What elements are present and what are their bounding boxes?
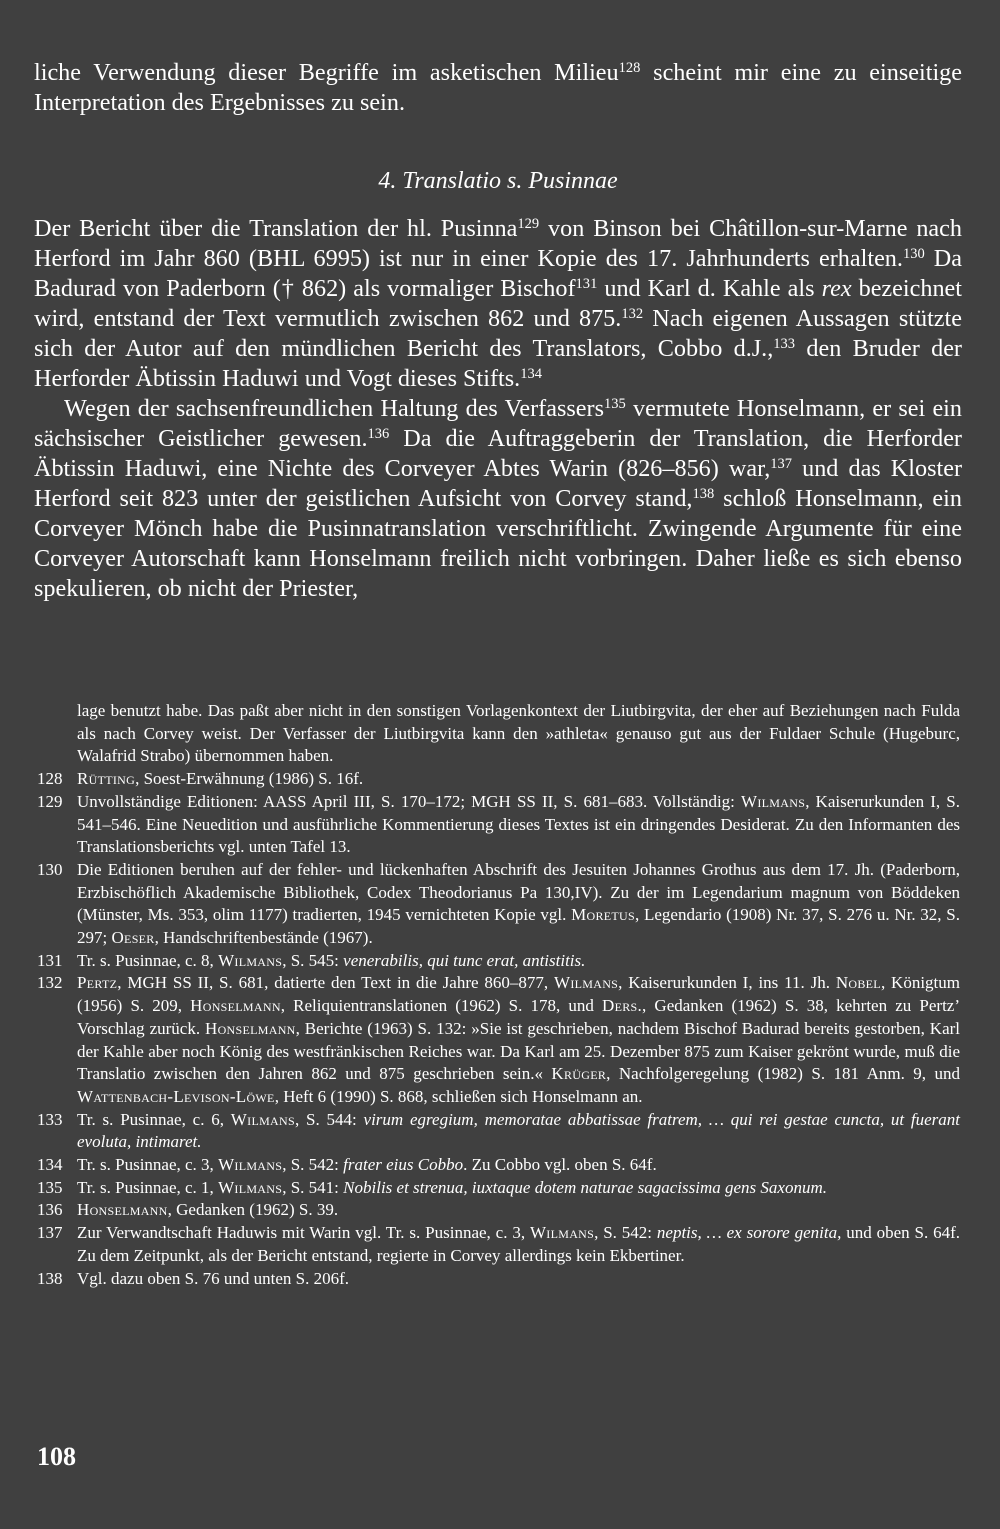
footnotes: [37, 700, 960, 1290]
footnote-129: 129 Unvollständige Editionen: AASS April III, S. 170–172; MGH SS II, S. 681–683. Vollständig: Wilmans, Kaiserurkunden I, S. 541–546. Eine Neuedition und ausführliche Kommentierung dieses Textes ist ein dringendes Desiderat. Zu den Informanten des Translationsberichts vgl. unten Tafel 13.: [37, 791, 960, 857]
footnote-continuation: lage benutzt habe. Das paßt aber nicht in den sonstigen Vorlagenkontext der Liutbirgvita, der eher auf Beziehungen nach Fulda als nach Corvey weist. Der Verfasser der Liutbirgvita kann den »athleta« genauso gut aus der Fuldaer Schule (Hugeburc, Walafrid Strabo) übernommen haben.: [77, 701, 960, 766]
paragraph: Wegen der sachsenfreundlichen Haltung des Verfassers$^{135}$ vermutete Honselmann, er sei ein sächsischer Geistlicher gewesen.$^{136}$ Da die Auftraggeberin der Translation, die Herforder Äbtissin Haduwi, eine Nichte des Corveyer Abtes Warin (826–856) war,$^{137}$ und das Kloster Herford seit 823 unter der geistlichen Aufsicht von Corvey stand,$^{138}$ schloß Honselmann, ein Corveyer Mönch habe die Pusinnatranslation verschriftlicht. Zwingende Argumente für eine Corveyer Autorschaft kann Honselmann freilich nicht vorbringen. Daher ließe es sich ebenso spekulieren, ob nicht der Priester,: [34, 395, 963, 602]
footnote-ref[interactable]: 134: [520, 366, 542, 383]
footnote-number: 138: [37, 1268, 63, 1288]
footnote-ref[interactable]: 132: [621, 306, 644, 323]
section-heading: 4. Translatio s. Pusinnae: [378, 168, 618, 194]
page-number: 108: [37, 1442, 76, 1471]
footnote-137: 137 Zur Verwandtschaft Haduwis mit Warin vgl. Tr. s. Pusinnae, c. 3, Wilmans, S. 542: neptis, … ex sorore genita, und oben S. 64f. Zu dem Zeitpunkt, als der Bericht entstand, regierte in Corvey allerdings kein Ekbertiner.: [37, 1223, 960, 1265]
paragraph: Der Bericht über die Translation der hl. Pusinna$^{129}$ von Binson bei Châtillon-sur-Marne nach Herford im Jahr 860 (BHL 6995) ist nur in einer Kopie des 17. Jahrhunderts erhalten.$^{130}$ Da Badurad von Paderborn († 862) als vormaliger Bischof$^{131}$ und Karl d. Kahle als rex bezeichnet wird, entstand der Text vermutlich zwischen 862 und 875.$^{132}$ Nach eigenen Aussagen stützte sich der Autor auf den mündlichen Bericht des Translators, Cobbo d.J.,$^{133}$ den Bruder der Herforder Äbtissin Haduwi und Vogt dieses Stifts.$^{134}$: [34, 215, 963, 392]
footnote-ref[interactable]: 136: [367, 426, 390, 443]
footnote-number: 135: [37, 1177, 63, 1197]
footnote-ref[interactable]: 129: [517, 216, 540, 233]
footnote-ref[interactable]: 128: [618, 60, 641, 77]
footnote-number: 132: [37, 973, 63, 993]
footnote-132: 132 Pertz, MGH SS II, S. 681, datierte den Text in die Jahre 860–877, Wilmans, Kaiserurkunden I, ins 11. Jh. Nobel, Königtum (1956) S. 209, Honselmann, Reliquientranslationen (1962) S. 178, und Ders., Gedanken (1962) S. 38, kehrten zu Pertz’ Vorschlag zurück. Honselmann, Berichte (1963) S. 132: »Sie ist geschrieben, nachdem Bischof Badurad bereits gestorben, Karl der Kahle aber noch König des westfränkischen Reiches war. Da Karl am 25. Dezember 875 zum Kaiser gekrönt wurde, muß die Translatio zwischen den Jahren 862 und 875 geschrieben sein.« Krüger, Nachfolgeregelung (1982) S. 181 Anm. 9, und Wattenbach-Levison-Löwe, Heft 6 (1990) S. 868, schließen sich Honselmann an.: [37, 973, 960, 1106]
footnote-130: 130 Die Editionen beruhen auf der fehler- und lückenhaften Abschrift des Jesuiten Johannes Grothus aus dem 17. Jh. (Paderborn, Erzbischöflich Akademische Bibliothek, Codex Theodorianus Pa 130,IV). Zu der im Legendarium magnum von Böddeken (Münster, Ms. 353, olim 1177) tradierten, 1945 vernichteten Kopie vgl. Moretus, Legendario (1908) Nr. 37, S. 276 u. Nr. 32, S. 297; Oeser, Handschriftenbestände (1967).: [37, 859, 961, 948]
footnote-number: 136: [37, 1200, 63, 1220]
footnote-135: 135 Tr. s. Pusinnae, c. 1, Wilmans, S. 541: Nobilis et strenua, iuxtaque dotem naturae sagacissima gens Saxonum.: [37, 1177, 960, 1200]
footnote-133: 133 Tr. s. Pusinnae, c. 6, Wilmans, S. 544: virum egregium, memoratae abbatissae fratrem, … qui rei gestae cuncta, ut fuerant evoluta, intimaret.: [37, 1109, 961, 1152]
footnote-ref[interactable]: 135: [604, 396, 626, 413]
footnote-134: 134 Tr. s. Pusinnae, c. 3, Wilmans, S. 542: frater eius Cobbo. Zu Cobbo vgl. oben S. 64f.: [37, 1154, 960, 1177]
footnote-ref[interactable]: 131: [575, 276, 598, 293]
paragraph-continuation: liche Verwendung dieser Begriffe im asketischen Milieu$^{128}$ scheint mir eine zu einseitige Interpretation des Ergebnisses zu sein.: [34, 59, 962, 116]
footnote-number: 129: [37, 791, 63, 811]
footnote-131: 131 Tr. s. Pusinnae, c. 8, Wilmans, S. 545: venerabilis, qui tunc erat, antistitis.: [37, 950, 960, 973]
footnote-ref[interactable]: 133: [773, 336, 796, 353]
footnote-ref[interactable]: 137: [770, 456, 793, 473]
footnote-number: 137: [37, 1223, 63, 1243]
footnote-number: 130: [37, 859, 63, 879]
footnote-number: 134: [37, 1155, 63, 1175]
footnote-number: 128: [37, 769, 63, 789]
footnote-number: 133: [37, 1109, 63, 1129]
footnote-138: 138 Vgl. dazu oben S. 76 und unten S. 206f.: [37, 1268, 960, 1291]
main-text: [34, 58, 962, 604]
footnote-ref[interactable]: 130: [902, 246, 925, 263]
footnote-number: 131: [37, 950, 63, 970]
footnote-ref[interactable]: 138: [692, 486, 715, 503]
footnote-136: 136 Honselmann, Gedanken (1962) S. 39.: [37, 1199, 960, 1222]
footnote-128: 128 Rütting, Soest-Erwähnung (1986) S. 16f.: [37, 768, 960, 791]
